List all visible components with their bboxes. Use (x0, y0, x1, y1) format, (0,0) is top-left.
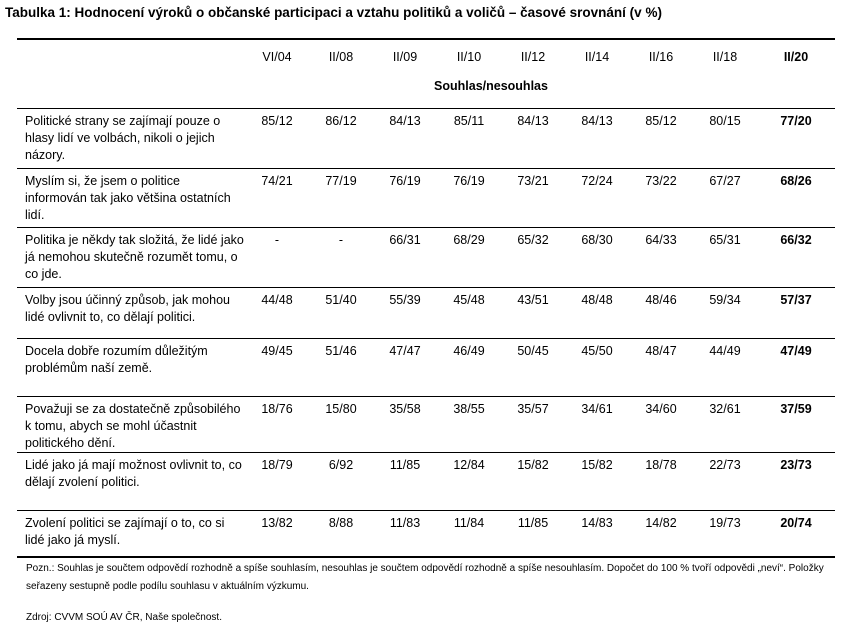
table-row (17, 169, 835, 228)
value-cell: 48/46 (629, 288, 693, 339)
value-cell: 15/82 (565, 453, 629, 511)
value-cell: - (309, 228, 373, 288)
value-cell: 72/24 (565, 169, 629, 228)
value-cell: 11/84 (437, 511, 501, 558)
footnote: Pozn.: Souhlas je součtem odpovědí rozhodně a spíše souhlasím, nesouhlas je součtem odpovědí rozhodně a spíše nesouhlasím. Dopočet do 100 % tvoří odpovědi „neví“. Položky seřazeny sestupně podle podílu souhlasu v aktuálním výzkumu. (26, 563, 824, 592)
value-cell: 85/12 (629, 109, 693, 169)
value-cell: 18/76 (245, 397, 309, 453)
value-cell: 55/39 (373, 288, 437, 339)
data-table (17, 38, 835, 558)
table-row (17, 228, 835, 288)
column-header: II/18 (693, 39, 757, 64)
value-cell: 13/82 (245, 511, 309, 558)
table-title: Tabulka 1: Hodnocení výroků o občanské participaci a vztahu politiků a voličů – časové srovnání (v %) (5, 5, 662, 20)
value-cell: 64/33 (629, 228, 693, 288)
source-note: Zdroj: CVVM SOÚ AV ČR, Naše společnost. (26, 612, 222, 623)
current-value-cell: 68/26 (757, 169, 835, 228)
value-cell: 6/92 (309, 453, 373, 511)
value-cell: 14/83 (565, 511, 629, 558)
value-cell: 45/48 (437, 288, 501, 339)
value-cell: 84/13 (501, 109, 565, 169)
column-header: II/10 (437, 39, 501, 64)
current-value-cell: 47/49 (757, 339, 835, 397)
value-cell: 84/13 (373, 109, 437, 169)
row-label: Zvolení politici se zajímají o to, co si lidé jako já myslí. (17, 511, 245, 558)
value-cell: 66/31 (373, 228, 437, 288)
value-cell: 65/32 (501, 228, 565, 288)
value-cell: 51/46 (309, 339, 373, 397)
value-cell: 68/30 (565, 228, 629, 288)
value-cell: 48/48 (565, 288, 629, 339)
value-cell: 11/83 (373, 511, 437, 558)
value-cell: 8/88 (309, 511, 373, 558)
value-cell: 51/40 (309, 288, 373, 339)
table-row (17, 453, 835, 511)
value-cell: 85/12 (245, 109, 309, 169)
value-cell: 73/22 (629, 169, 693, 228)
value-cell: 50/45 (501, 339, 565, 397)
value-cell: 14/82 (629, 511, 693, 558)
column-header: II/14 (565, 39, 629, 64)
column-header: II/12 (501, 39, 565, 64)
table-row (17, 288, 835, 339)
row-label: Volby jsou účinný způsob, jak mohou lidé ovlivnit to, co dělají politici. (17, 288, 245, 339)
value-cell: 44/48 (245, 288, 309, 339)
value-cell: 77/19 (309, 169, 373, 228)
value-cell: 38/55 (437, 397, 501, 453)
value-cell: 76/19 (437, 169, 501, 228)
table-row (17, 339, 835, 397)
value-cell: 15/80 (309, 397, 373, 453)
header-label-cell (17, 39, 245, 64)
value-cell: 74/21 (245, 169, 309, 228)
subheader-row (17, 64, 835, 109)
row-label: Myslím si, že jsem o politice informován tak jako většina ostatních lidí. (17, 169, 245, 228)
value-cell: 19/73 (693, 511, 757, 558)
value-cell: 43/51 (501, 288, 565, 339)
table-row (17, 511, 835, 558)
value-cell: 34/60 (629, 397, 693, 453)
value-cell: 22/73 (693, 453, 757, 511)
value-cell: 84/13 (565, 109, 629, 169)
value-cell: 18/78 (629, 453, 693, 511)
value-cell: 45/50 (565, 339, 629, 397)
value-cell: 34/61 (565, 397, 629, 453)
value-cell: 76/19 (373, 169, 437, 228)
table-row (17, 397, 835, 453)
value-cell: 35/58 (373, 397, 437, 453)
value-cell: 15/82 (501, 453, 565, 511)
value-cell: 73/21 (501, 169, 565, 228)
value-cell: 44/49 (693, 339, 757, 397)
current-value-cell: 66/32 (757, 228, 835, 288)
value-cell: 35/57 (501, 397, 565, 453)
row-label: Docela dobře rozumím důležitým problémům naší země. (17, 339, 245, 397)
value-cell: 65/31 (693, 228, 757, 288)
value-cell: 68/29 (437, 228, 501, 288)
value-cell: 80/15 (693, 109, 757, 169)
value-cell: 59/34 (693, 288, 757, 339)
table-row (17, 109, 835, 169)
value-cell: 18/79 (245, 453, 309, 511)
current-value-cell: 57/37 (757, 288, 835, 339)
column-header: II/09 (373, 39, 437, 64)
value-cell: 32/61 (693, 397, 757, 453)
current-value-cell: 77/20 (757, 109, 835, 169)
value-cell: 49/45 (245, 339, 309, 397)
value-cell: 11/85 (373, 453, 437, 511)
column-header: VI/04 (245, 39, 309, 64)
row-label: Lidé jako já mají možnost ovlivnit to, co dělají zvolení politici. (17, 453, 245, 511)
column-header: II/08 (309, 39, 373, 64)
column-header: II/16 (629, 39, 693, 64)
value-cell: 11/85 (501, 511, 565, 558)
value-cell: 46/49 (437, 339, 501, 397)
current-value-cell: 20/74 (757, 511, 835, 558)
value-cell: 86/12 (309, 109, 373, 169)
subheader: Souhlas/nesouhlas (434, 79, 548, 93)
row-label: Politické strany se zajímají pouze o hlasy lidí ve volbách, nikoli o jejich názory. (17, 109, 245, 169)
column-header-current: II/20 (757, 39, 835, 64)
row-label: Politika je někdy tak složitá, že lidé jako já nemohou skutečně rozumět tomu, o co jde. (17, 228, 245, 288)
value-cell: 47/47 (373, 339, 437, 397)
value-cell: 85/11 (437, 109, 501, 169)
value-cell: 12/84 (437, 453, 501, 511)
value-cell: - (245, 228, 309, 288)
header-row (17, 39, 835, 64)
value-cell: 67/27 (693, 169, 757, 228)
value-cell: 48/47 (629, 339, 693, 397)
current-value-cell: 37/59 (757, 397, 835, 453)
current-value-cell: 23/73 (757, 453, 835, 511)
row-label: Považuji se za dostatečně způsobilého k tomu, abych se mohl účastnit politického dění. (17, 397, 245, 453)
